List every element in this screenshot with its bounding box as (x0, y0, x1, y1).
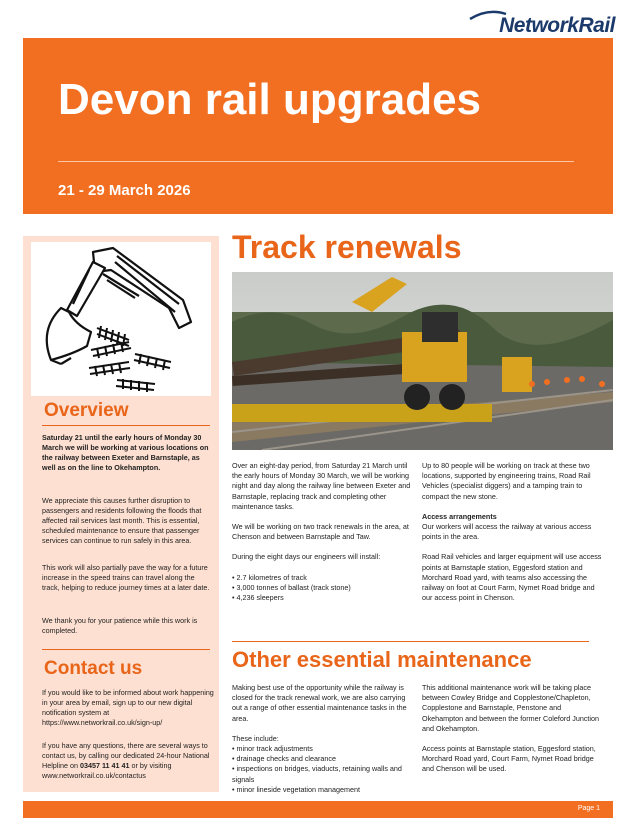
maintenance-item: • inspections on bridges, viaducts, retaining walls and signals (232, 764, 412, 784)
maintenance-item: • drainage checks and clearance (232, 754, 412, 764)
track-col1-paragraph-1: Over an eight-day period, from Saturday 21 March until the early hours of Monday 30 March, we will be working night and day along the railway line between Exeter and Barnstaple, replacing track and completing other maintenance tasks. (232, 461, 411, 511)
other-col2-paragraph-2: Access points at Barnstaple station, Eggesford station, Morchard Road yard, Court Farm, Nymet Road bridge and Chenson will be used. (422, 744, 596, 774)
other-col1-paragraph-2: These include: (232, 733, 279, 743)
other-column-2 (422, 683, 602, 785)
contact-paragraph-1: If you would like to be informed about work happening in your area by email, sign up to our new digital notification system at https://www.networkrail.co.uk/sign-up/ (42, 688, 214, 728)
contact-paragraph-2 (42, 741, 214, 781)
install-item: • 3,000 tonnes of ballast (track stone) (232, 583, 412, 593)
overview-lead: Saturday 21 until the early hours of Monday 30 March we will be working at various locations on the railway between Exeter and Barnstaple, as well as on the line to Okehampton. (42, 433, 209, 473)
sidebar-panel (23, 236, 219, 792)
network-rail-logo (440, 10, 615, 40)
overview-paragraph-3: We thank you for your patience while this work is completed. (42, 616, 198, 636)
install-list (232, 573, 412, 604)
digger-illustration (31, 242, 211, 396)
other-maintenance-heading: Other essential maintenance (232, 647, 532, 672)
install-item: • 4,236 sleepers (232, 593, 412, 603)
track-column-1 (232, 461, 412, 613)
track-column-2 (422, 461, 602, 613)
page-title: Devon rail upgrades (58, 75, 482, 124)
other-col1-paragraph-1: Making best use of the opportunity while the railway is closed for the track renewal work, we are also carrying out a range of other essential maintenance tasks in the area. (232, 683, 407, 723)
contact-divider (42, 649, 210, 650)
track-renewals-heading: Track renewals (232, 229, 462, 265)
contact-heading: Contact us (44, 658, 143, 679)
install-item: • 2.7 kilometres of track (232, 573, 412, 583)
track-col1-paragraph-3: During the eight days our engineers will install: (232, 552, 381, 562)
other-col2-paragraph-1: This additional maintenance work will be taking place between Cowley Bridge and Copplestone/Chapleton, Copplestone and Barnstaple, Penstone and Okehampton and between the former Coleford Junction and Okehampton. (422, 683, 599, 733)
maintenance-item: • minor lineside vegetation management (232, 785, 412, 795)
contact-text-post: or by visiting www.networkrail.co.uk/contactus (42, 761, 172, 781)
footer-bar (23, 801, 613, 818)
maintenance-item: • minor track adjustments (232, 744, 412, 754)
overview-paragraph-1: We appreciate this causes further disruption to passengers and residents following the floods that affected rail services last month. This is essential, scheduled maintenance to ensure that passenger services can continue to run safely in this area. (42, 496, 202, 546)
track-renewal-photo (232, 272, 613, 450)
track-col2-paragraph-2: Our workers will access the railway at various access points in the area. (422, 522, 592, 542)
overview-divider (42, 425, 210, 426)
track-col2-paragraph-1: Up to 80 people will be working on track at these two locations, supported by engineering trains, Road Rail Vehicles (specialist diggers) and a tamping train to compact the new stone. (422, 461, 591, 501)
contact-text-pre: If you have any questions, there are several ways to contact us, by calling our dedicated 24-hour National Helpline on (42, 741, 210, 771)
overview-paragraph-2: This work will also partially pave the way for a future increase in the speed trains can travel along the track, helping to reduce journey times at a later date. (42, 563, 210, 593)
track-col2-paragraph-3: Road Rail vehicles and larger equipment will use access points at Barnstaple station, Eggesford station and Morchard Road yard, with teams also accessing the railway on foot at Court Farm, Nymet Road bridge and our access point in Chenson. (422, 552, 602, 603)
track-col1-paragraph-2: We will be working on two track renewals in the area, at Chenson and between Barnstaple and Taw. (232, 522, 409, 542)
overview-heading: Overview (44, 400, 129, 421)
helpline-number[interactable]: 03457 11 41 41 (79, 761, 130, 771)
header-banner (23, 38, 613, 214)
logo-text: NetworkRail (499, 14, 615, 37)
other-column-1 (232, 683, 412, 805)
date-range: 21 - 29 March 2026 (58, 182, 191, 199)
banner-divider (58, 161, 574, 162)
digger-icon (31, 242, 211, 396)
section-divider (232, 641, 589, 642)
maintenance-list (232, 744, 412, 795)
page-number: Page 1 (577, 805, 600, 812)
access-heading: Access arrangements (422, 511, 497, 521)
